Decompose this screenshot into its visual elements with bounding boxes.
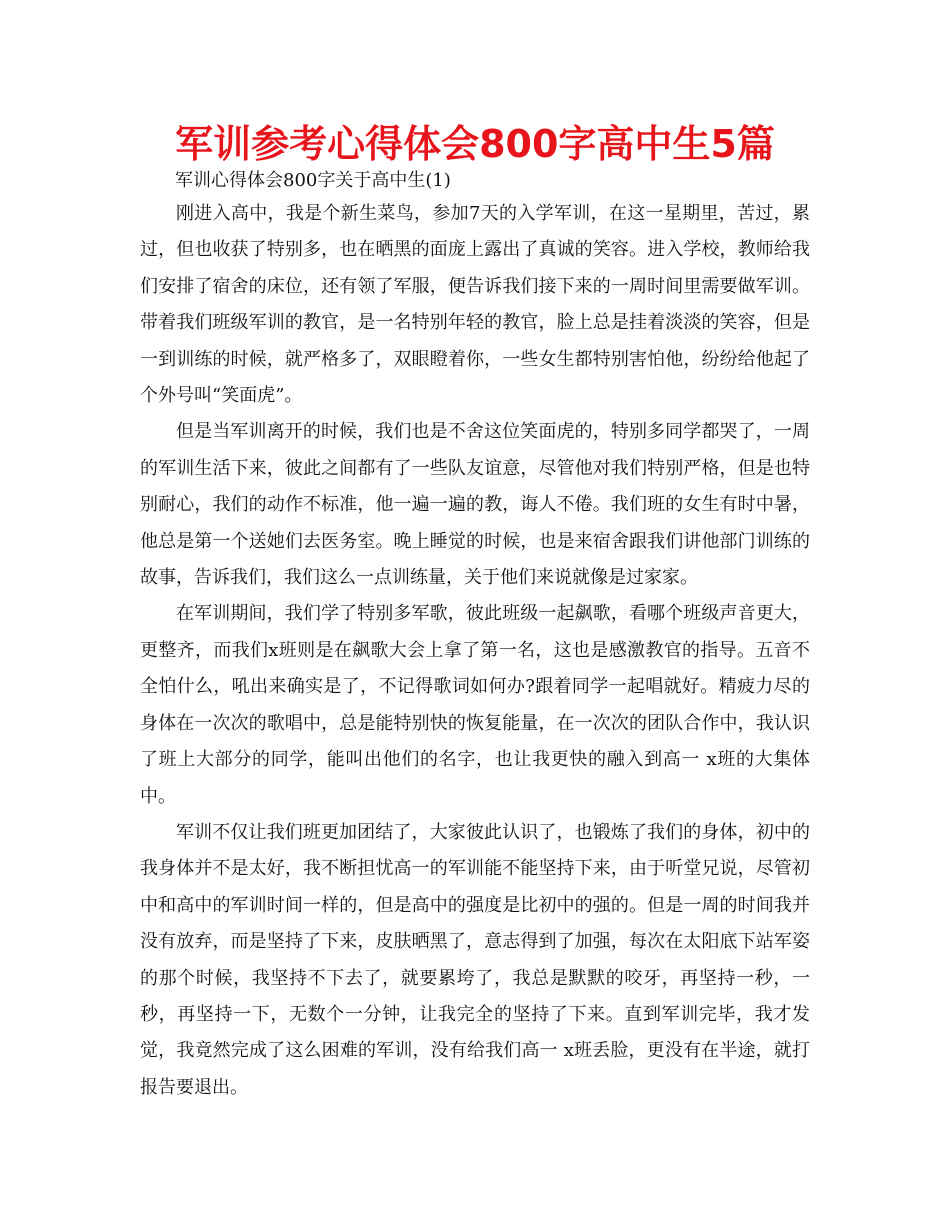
body-paragraph: 军训不仅让我们班更加团结了，大家彼此认识了，也锻炼了我们的身体，初中的我身体并不是太好，我不断担忧高一的军训能不能坚持下来，由于听堂兄说，尽管初中和高中的军训时间一样的，但是高中的强度是比初中的强的。但是一周的时间我并没有放弃，而是坚持了下来，皮肤晒黑了，意志得到了加强，每次在太阳底下站军姿的那个时候，我坚持不下去了，就要累垮了，我总是默默的咬牙，再坚持一秒，一秒，再坚持一下，无数个一分钟，让我完全的坚持了下来。直到军训完毕，我才发觉，我竟然完成了这么困难的军训，没有给我们高一 x班丢脸，更没有在半途，就打报告要退出。 xyxy=(140,821,810,1098)
body-paragraph: 刚进入高中，我是个新生菜鸟，参加7天的入学军训，在这一星期里，苦过，累过，但也收获了特别多，也在晒黑的面庞上露出了真诚的笑容。进入学校，教师给我们安排了宿舍的床位，还有领了军服，便告诉我们接下来的一周时间里需要做军训。带着我们班级军训的教官，是一名特别年轻的教官，脸上总是挂着淡淡的笑容，但是一到训练的时候，就严格多了，双眼瞪着你，一些女生都特别害怕他，纷纷给他起了个外号叫“笑面虎”。 xyxy=(140,203,810,407)
body-paragraph: 在军训期间，我们学了特别多军歌，彼此班级一起飙歌，看哪个班级声音更大，更整齐，而我们x班则是在飙歌大会上拿了第一名，这也是感激教官的指导。五音不全怕什么，吼出来确实是了，不记得歌词如何办?跟着同学一起唱就好。精疲力尽的身体在一次次的歌唱中，总是能特别快的恢复能量，在一次次的团队合作中，我认识了班上大部分的同学，能叫出他们的名字，也让我更快的融入到高一 x班的大集体中。 xyxy=(140,603,810,807)
body-paragraph: 但是当军训离开的时候，我们也是不舍这位笑面虎的，特别多同学都哭了，一周的军训生活下来，彼此之间都有了一些队友谊意，尽管他对我们特别严格，但是也特别耐心，我们的动作不标准，他一遍一遍的教，诲人不倦。我们班的女生有时中暑，他总是第一个送她们去医务室。晚上睡觉的时候，也是来宿舍跟我们讲他部门训练的故事，告诉我们，我们这么一点训练量，关于他们来说就像是过家家。 xyxy=(140,421,810,589)
document-subtitle: 军训心得体会800字关于高中生(1) xyxy=(175,170,451,191)
document-title: 军训参考心得体会800字高中生5篇 xyxy=(175,122,775,166)
document-body xyxy=(140,196,810,1106)
